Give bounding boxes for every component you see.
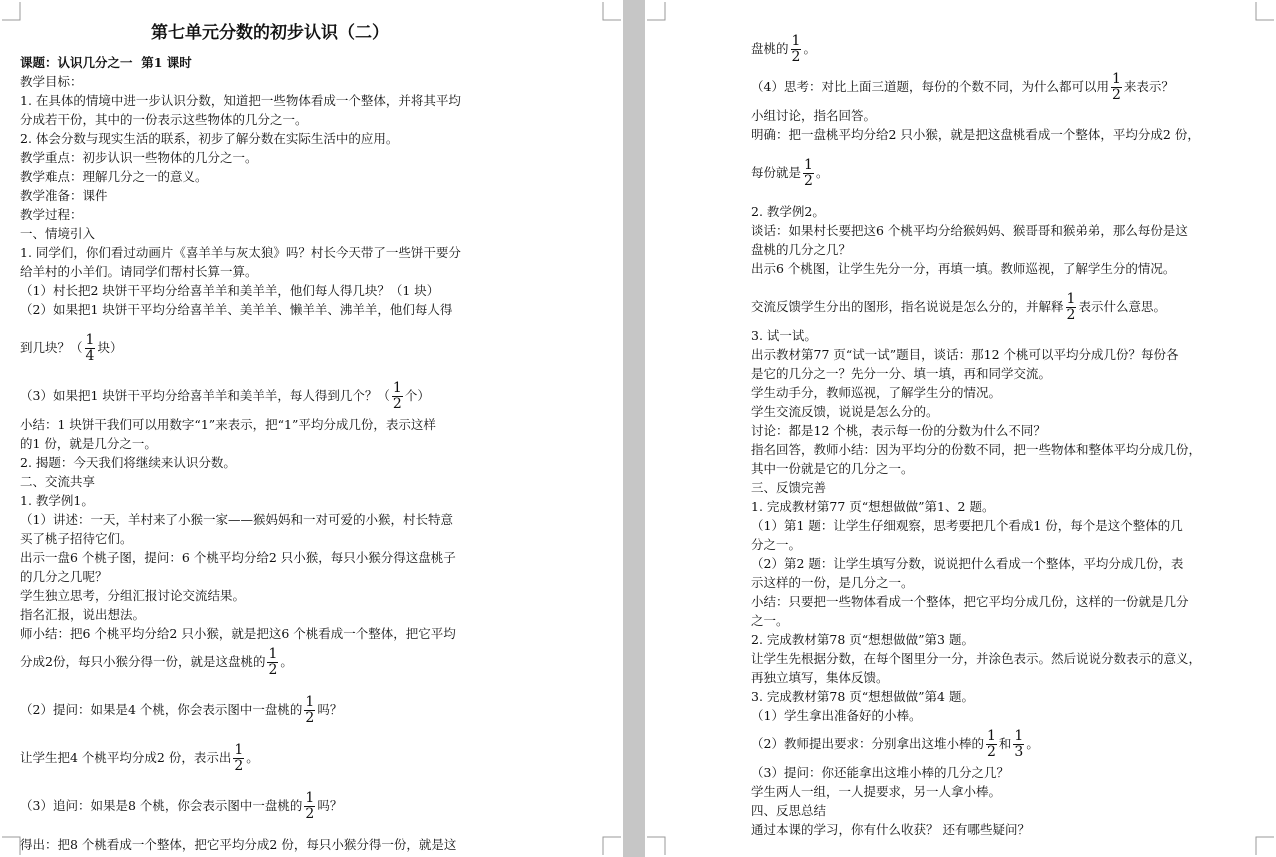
text-line: 1. 同学们，你们看过动画片《喜羊羊与灰太狼》吗？村长今天带了一些饼干要分 <box>20 245 461 260</box>
fraction-one-half: $\frac{1}{2}$ <box>1111 71 1121 103</box>
text-line: 再独立填写，集体反馈。 <box>751 670 889 685</box>
text-line-with-fraction: 分成2份，每只小猴分得一份，就是这盘桃的 $\frac{1}{2}$ 。 <box>20 646 293 678</box>
fraction-one-half: $\frac{1}{2}$ <box>791 33 801 65</box>
page-corner-mark <box>1254 2 1274 22</box>
text-line-with-fraction: （2）教师提出要求：分别拿出这堆小棒的 $\frac{1}{2}$ 和 $\frac{1}{3}$ 。 <box>751 728 1039 760</box>
text-line-with-fraction: 到几块？（ $\frac{1}{4}$ 块） <box>20 332 123 364</box>
fraction-one-half: $\frac{1}{2}$ <box>234 742 244 774</box>
text-line: 出示6 个桃图，让学生先分一分，再填一填。教师巡视，了解学生分的情况。 <box>751 261 1176 276</box>
fraction-one-half: $\frac{1}{2}$ <box>804 157 813 189</box>
text-line: 3. 完成教材第78 页“想想做做”第4 题。 <box>751 689 974 704</box>
text-line: 2. 完成教材第78 页“想想做做”第3 题。 <box>751 632 974 647</box>
text-line: （3）提问：你还能拿出这堆小棒的几分之几？ <box>751 765 1009 780</box>
text-line: 指名汇报，说出想法。 <box>20 607 146 622</box>
text-line-with-fraction: （2）提问：如果是4 个桃，你会表示图中一盘桃的 $\frac{1}{2}$ 吗？ <box>20 694 343 726</box>
text-line: 教学过程： <box>20 207 83 222</box>
page-corner-mark <box>601 2 621 22</box>
text-line: 之一。 <box>751 613 789 628</box>
text-line: 的几分之几呢？ <box>20 569 108 584</box>
text-line: 出示教材第77 页“试一试”题目，谈话：那12 个桃可以平均分成几份？每份各 <box>751 347 1179 362</box>
text-line: 1. 教学例1。 <box>20 493 94 508</box>
document-title: 第七单元分数的初步认识（二） <box>151 23 389 43</box>
text-line-with-fraction: （3）如果把1 块饼干平均分给喜羊羊和美羊羊，每人得到几个？（ $\frac{1}{2}$ 个） <box>20 380 430 412</box>
text-line: （1）村长把2 块饼干平均分给喜羊羊和美羊羊，他们每人得几块？（1 块） <box>20 283 440 298</box>
text-line: 给羊村的小羊们。请同学们帮村长算一算。 <box>20 264 258 279</box>
page-corner-mark <box>647 2 667 22</box>
text-line: 学生独立思考，分组汇报讨论交流结果。 <box>20 588 246 603</box>
text-line: 教学重点：初步认识一些物体的几分之一。 <box>20 150 258 165</box>
lesson-heading: 课题：认识几分之一 第1 课时 <box>20 55 192 70</box>
text-line: 示这样的一份，是几分之一。 <box>751 575 914 590</box>
text-line: 让学生先根据分数，在每个图里分一分，并涂色表示。然后说说分数表示的意义， <box>751 651 1202 666</box>
fraction-one-quarter: $\frac{1}{4}$ <box>85 332 95 364</box>
text-line: 教学准备：课件 <box>20 188 108 203</box>
text-line: 分成若干份，其中的一份表示这些物体的几分之一。 <box>20 112 308 127</box>
text-line: 二、交流共享 <box>20 474 96 489</box>
text-line: 学生两人一组，一人提要求，另一人拿小棒。 <box>751 784 1002 799</box>
text-line: 小组讨论，指名回答。 <box>751 108 877 123</box>
fraction-one-half: $\frac{1}{2}$ <box>986 728 996 760</box>
text-line: 指名回答，教师小结：因为平均分的份数不同，把一些物体和整体平均分成几份， <box>751 442 1202 457</box>
page-corner-mark <box>2 835 22 855</box>
text-line: （1）学生拿出准备好的小棒。 <box>751 708 922 723</box>
page-corner-mark <box>2 2 22 22</box>
text-line: 其中一份就是它的几分之一。 <box>751 461 914 476</box>
text-line: 2. 教学例2。 <box>751 204 825 219</box>
text-line: 明确：把一盘桃平均分给2 只小猴，就是把这盘桃看成一个整体，平均分成2 份， <box>751 127 1200 142</box>
text-line-with-fraction: 让学生把4 个桃平均分成2 份，表示出 $\frac{1}{2}$ 。 <box>20 742 259 774</box>
text-line: （1）讲述：一天，羊村来了小猴一家——猴妈妈和一对可爱的小猴，村长特意 <box>20 512 453 527</box>
text-line-with-fraction: （3）追问：如果是8 个桃，你会表示图中一盘桃的 $\frac{1}{2}$ 吗？ <box>20 790 343 822</box>
fraction-one-half: $\frac{1}{2}$ <box>392 380 402 412</box>
text-line: 讨论：都是12 个桃，表示每一份的分数为什么不同？ <box>751 423 1046 438</box>
text-line: 分之一。 <box>751 537 802 552</box>
page-corner-mark <box>647 835 667 855</box>
text-line: 3. 试一试。 <box>751 328 817 343</box>
text-line-with-fraction: （4）思考：对比上面三道题，每份的个数不同，为什么都可以用 $\frac{1}{2}$ 来表示？ <box>751 71 1174 103</box>
fraction-one-half: $\frac{1}{2}$ <box>305 790 315 822</box>
fraction-one-third: $\frac{1}{3}$ <box>1014 728 1024 760</box>
text-line: 教学难点：理解几分之一的意义。 <box>20 169 208 184</box>
text-line: （2）如果把1 块饼干平均分给喜羊羊、美羊羊、懒羊羊、沸羊羊，他们每人得 <box>20 302 453 317</box>
text-line: 一、情境引入 <box>20 226 96 241</box>
text-line: 教学目标： <box>20 74 83 89</box>
text-line: 2. 体会分数与现实生活的联系，初步了解分数在实际生活中的应用。 <box>20 131 399 146</box>
text-line-with-fraction: 每份就是 $\frac{1}{2}$ 。 <box>751 157 829 189</box>
text-line: 买了桃子招待它们。 <box>20 531 133 546</box>
text-line: 小结：1 块饼干我们可以用数字“1”来表示，把“1”平均分成几份，表示这样 <box>20 417 436 432</box>
text-line: 师小结：把6 个桃平均分给2 只小猴，就是把这6 个桃看成一个整体，把它平均 <box>20 626 456 641</box>
document-page-left <box>0 0 623 857</box>
text-line: 的1 份，就是几分之一。 <box>20 436 157 451</box>
text-line: 1. 在具体的情境中进一步认识分数，知道把一些物体看成一个整体，并将其平均 <box>20 93 461 108</box>
fraction-one-half: $\frac{1}{2}$ <box>268 646 278 678</box>
text-line: 三、反馈完善 <box>751 480 827 495</box>
text-line: 是它的几分之一？先分一分、填一填，再和同学交流。 <box>751 366 1052 381</box>
text-line: 学生动手分，教师巡视，了解学生分的情况。 <box>751 385 1002 400</box>
text-line: 1. 完成教材第77 页“想想做做”第1、2 题。 <box>751 499 995 514</box>
text-line: （2）第2 题：让学生填写分数，说说把什么看成一个整体，平均分成几份，表 <box>751 556 1184 571</box>
text-line: 得出：把8 个桃看成一个整体，把它平均分成2 份，每只小猴分得一份，就是这 <box>20 837 457 852</box>
text-line: 出示一盘6 个桃子图，提问：6 个桃平均分给2 只小猴，每只小猴分得这盘桃子 <box>20 550 456 565</box>
fraction-one-half: $\frac{1}{2}$ <box>305 694 315 726</box>
text-line: 谈话：如果村长要把这6 个桃平均分给猴妈妈、猴哥哥和猴弟弟，那么每份是这 <box>751 223 1188 238</box>
text-line-with-fraction: 盘桃的 $\frac{1}{2}$ 。 <box>751 33 816 65</box>
text-line: 盘桃的几分之几？ <box>751 242 852 257</box>
text-line: 学生交流反馈，说说是怎么分的。 <box>751 404 939 419</box>
text-line: 四、反思总结 <box>751 803 827 818</box>
fraction-one-half: $\frac{1}{2}$ <box>1066 291 1076 323</box>
document-page-right <box>645 0 1276 857</box>
text-line: （1）第1 题：让学生仔细观察，思考要把几个看成1 份，每个是这个整体的几 <box>751 518 1183 533</box>
page-corner-mark <box>601 835 621 855</box>
text-line: 小结：只要把一些物体看成一个整体，把它平均分成几份，这样的一份就是几分 <box>751 594 1189 609</box>
text-line: 2. 揭题：今天我们将继续来认识分数。 <box>20 455 236 470</box>
text-line-with-fraction: 交流反馈学生分出的图形，指名说说是怎么分的，并解释 $\frac{1}{2}$ 表示什么意思。 <box>751 291 1166 323</box>
text-line: 通过本课的学习，你有什么收获？ 还有哪些疑问？ <box>751 822 1030 837</box>
